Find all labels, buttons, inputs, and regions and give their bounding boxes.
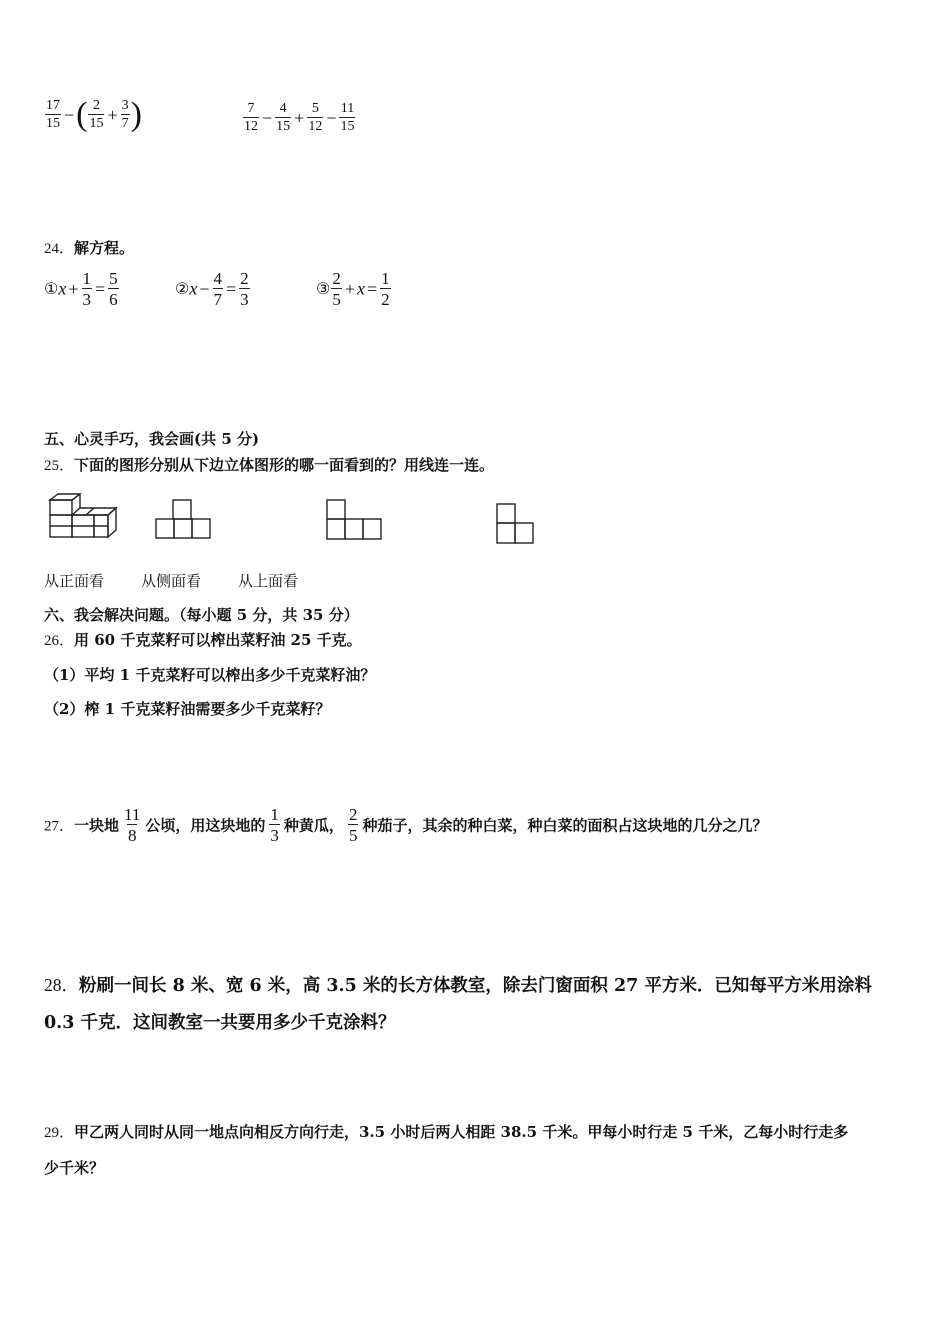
expression-1: $\frac{17}{15}$ −( $\frac{2}{15}$ + $\frac{3}{7}$ ) (46, 96, 142, 133)
right-paren: ) (130, 96, 142, 133)
view-figure-2 (326, 498, 382, 542)
fraction: $\frac{2}{15}$ (89, 98, 104, 131)
fraction: $\frac{5}{12}$ (308, 101, 323, 134)
equation-3: ③ $\frac{2}{5}$ + x = $\frac{1}{2}$ (316, 269, 390, 309)
question-26-sub-1: （1）平均 1 千克菜籽可以榨出多少千克菜籽油？ (44, 666, 376, 684)
section-5-title: 五、心灵手巧，我会画(共 5 分) (44, 430, 260, 448)
question-29-line-1: 29．甲乙两人同时从同一地点向相反方向行走，3.5 小时后两人相距 38.5 千米。甲每小时行走 5 千米，乙每小时行走多 (44, 1123, 849, 1141)
fraction: $\frac{2}{5}$ (332, 269, 341, 309)
fraction: $\frac{17}{15}$ (46, 98, 60, 131)
fraction: $\frac{2}{3}$ (240, 269, 249, 309)
view-label-side: 从侧面看 (141, 572, 202, 590)
expression-2: $\frac{7}{12}$ − $\frac{4}{15}$ + $\frac{5}{12}$ − $\frac{11}{15}$ (244, 101, 355, 134)
fraction: $\frac{4}{7}$ (213, 269, 222, 309)
fraction: $\frac{5}{6}$ (109, 269, 118, 309)
solid-figure (44, 490, 120, 542)
view-figure-1 (155, 498, 211, 540)
question-26: 26．用 60 千克菜籽可以榨出菜籽油 25 千克。 (44, 631, 362, 649)
fraction: $\frac{4}{15}$ (276, 101, 291, 134)
equation-1: ①x + $\frac{1}{3}$ = $\frac{5}{6}$ (44, 269, 118, 309)
view-label-top: 从上面看 (238, 572, 299, 590)
section-6-title: 六、我会解决问题。（每小题 5 分，共 35 分） (44, 606, 359, 624)
question-28-line-2: 0.3 千克．这间教室一共要用多少千克涂料？ (44, 1013, 396, 1033)
question-25: 25．下面的图形分别从下边立体图形的哪一面看到的？用线连一连。 (44, 456, 495, 474)
fraction: $\frac{1}{3}$ (270, 805, 279, 845)
view-figure-3 (495, 502, 535, 546)
question-26-sub-2: （2）榨 1 千克菜籽油需要多少千克菜籽？ (44, 700, 331, 718)
question-27: 27．一块地 $\frac{11}{8}$ 公顷，用这块地的 $\frac{1}{3}$ 种黄瓜， $\frac{2}{5}$ 种茄子，其余的种白菜，种白菜的面积占这块地的几分之几？ (44, 805, 768, 845)
left-paren: ( (76, 96, 88, 133)
fraction: $\frac{1}{2}$ (381, 269, 390, 309)
fraction: $\frac{1}{3}$ (82, 269, 91, 309)
fraction: $\frac{7}{12}$ (244, 101, 258, 134)
fraction: $\frac{3}{7}$ (121, 98, 129, 131)
fraction: $\frac{11}{8}$ (124, 805, 141, 845)
question-28-line-1: 28．粉刷一间长 8 米、宽 6 米，高 3.5 米的长方体教室，除去门窗面积 27 平方米．已知每平方米用涂料 (44, 975, 872, 996)
question-29-line-2: 少千米？ (44, 1159, 105, 1177)
question-24: 24．解方程。 (44, 239, 135, 257)
equation-2: ②x − $\frac{4}{7}$ = $\frac{2}{3}$ (175, 269, 249, 309)
fraction: $\frac{2}{5}$ (348, 805, 358, 845)
fraction: $\frac{11}{15}$ (340, 101, 355, 134)
view-label-front: 从正面看 (44, 572, 105, 590)
